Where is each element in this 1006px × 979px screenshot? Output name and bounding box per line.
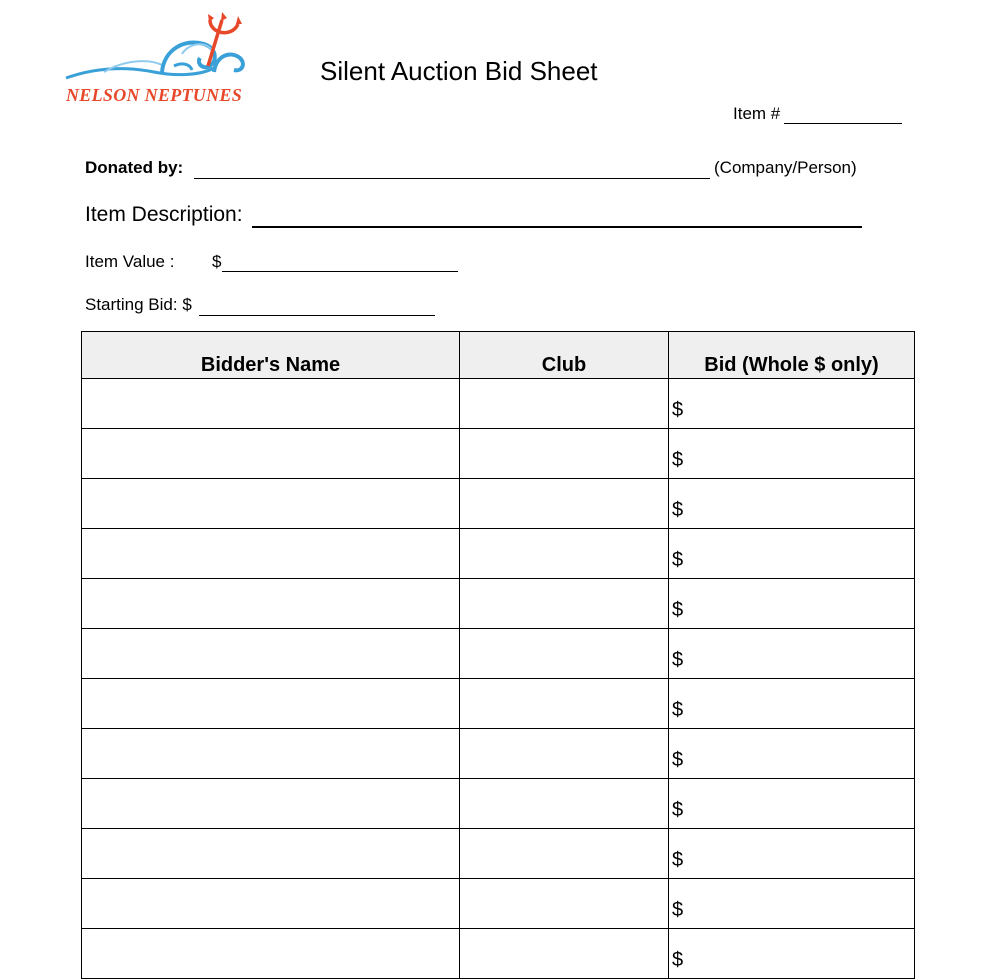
item-value-line[interactable]	[222, 251, 458, 272]
bid-cell[interactable]: $	[669, 729, 915, 779]
club-header: Club	[460, 332, 669, 379]
table-row	[82, 829, 915, 879]
item-number-line[interactable]	[784, 103, 902, 124]
starting-bid-label: Starting Bid: $	[85, 295, 192, 314]
bidder-name-cell[interactable]	[82, 479, 460, 529]
bidder-name-cell[interactable]	[82, 529, 460, 579]
club-cell[interactable]	[460, 379, 669, 429]
club-cell[interactable]	[460, 929, 669, 979]
bidder-name-cell[interactable]	[82, 729, 460, 779]
bid-cell[interactable]: $	[669, 679, 915, 729]
club-cell[interactable]	[460, 629, 669, 679]
bid-cell[interactable]: $	[669, 479, 915, 529]
nelson-neptunes-logo	[64, 10, 250, 110]
table-row	[82, 479, 915, 529]
item-value-currency: $	[212, 252, 222, 271]
bidder-name-cell[interactable]	[82, 679, 460, 729]
bidder-name-cell[interactable]	[82, 879, 460, 929]
page-title: Silent Auction Bid Sheet	[320, 56, 598, 86]
bid-cell[interactable]: $	[669, 779, 915, 829]
bid-table-header	[82, 332, 915, 379]
bid-cell[interactable]: $	[669, 529, 915, 579]
item-description-label: Item Description:	[85, 203, 243, 226]
trident-wave-logo-icon	[64, 10, 250, 90]
bid-cell[interactable]: $	[669, 379, 915, 429]
club-cell[interactable]	[460, 479, 669, 529]
bid-table	[81, 331, 915, 979]
table-row	[82, 879, 915, 929]
table-row	[82, 629, 915, 679]
table-row	[82, 779, 915, 829]
bidders-name-header: Bidder's Name	[82, 332, 460, 379]
bid-cell[interactable]: $	[669, 579, 915, 629]
company-person-label: (Company/Person)	[714, 158, 857, 177]
item-number-label: Item #	[733, 104, 781, 123]
club-cell[interactable]	[460, 679, 669, 729]
table-row	[82, 579, 915, 629]
bidder-name-cell[interactable]	[82, 829, 460, 879]
logo-text: NELSON NEPTUNES	[66, 85, 243, 105]
item-description-line[interactable]	[252, 204, 862, 228]
table-row	[82, 529, 915, 579]
bidder-name-cell[interactable]	[82, 379, 460, 429]
club-cell[interactable]	[460, 779, 669, 829]
bid-cell[interactable]: $	[669, 629, 915, 679]
table-row	[82, 679, 915, 729]
club-cell[interactable]	[460, 729, 669, 779]
club-cell[interactable]	[460, 829, 669, 879]
club-cell[interactable]	[460, 879, 669, 929]
bid-cell[interactable]: $	[669, 429, 915, 479]
table-row	[82, 379, 915, 429]
item-value-label: Item Value :	[85, 252, 175, 271]
donated-by-label: Donated by:	[85, 158, 184, 177]
club-cell[interactable]	[460, 529, 669, 579]
starting-bid-line[interactable]	[199, 295, 435, 316]
bid-cell[interactable]: $	[669, 929, 915, 979]
bidder-name-cell[interactable]	[82, 429, 460, 479]
bid-cell[interactable]: $	[669, 829, 915, 879]
club-cell[interactable]	[460, 579, 669, 629]
bidder-name-cell[interactable]	[82, 929, 460, 979]
donated-by-line[interactable]	[194, 158, 710, 179]
bidder-name-cell[interactable]	[82, 629, 460, 679]
bidder-name-cell[interactable]	[82, 779, 460, 829]
bid-header: Bid (Whole $ only)	[669, 332, 915, 379]
bidder-name-cell[interactable]	[82, 579, 460, 629]
bid-cell[interactable]: $	[669, 879, 915, 929]
club-cell[interactable]	[460, 429, 669, 479]
table-row	[82, 729, 915, 779]
table-row	[82, 929, 915, 979]
table-row	[82, 429, 915, 479]
